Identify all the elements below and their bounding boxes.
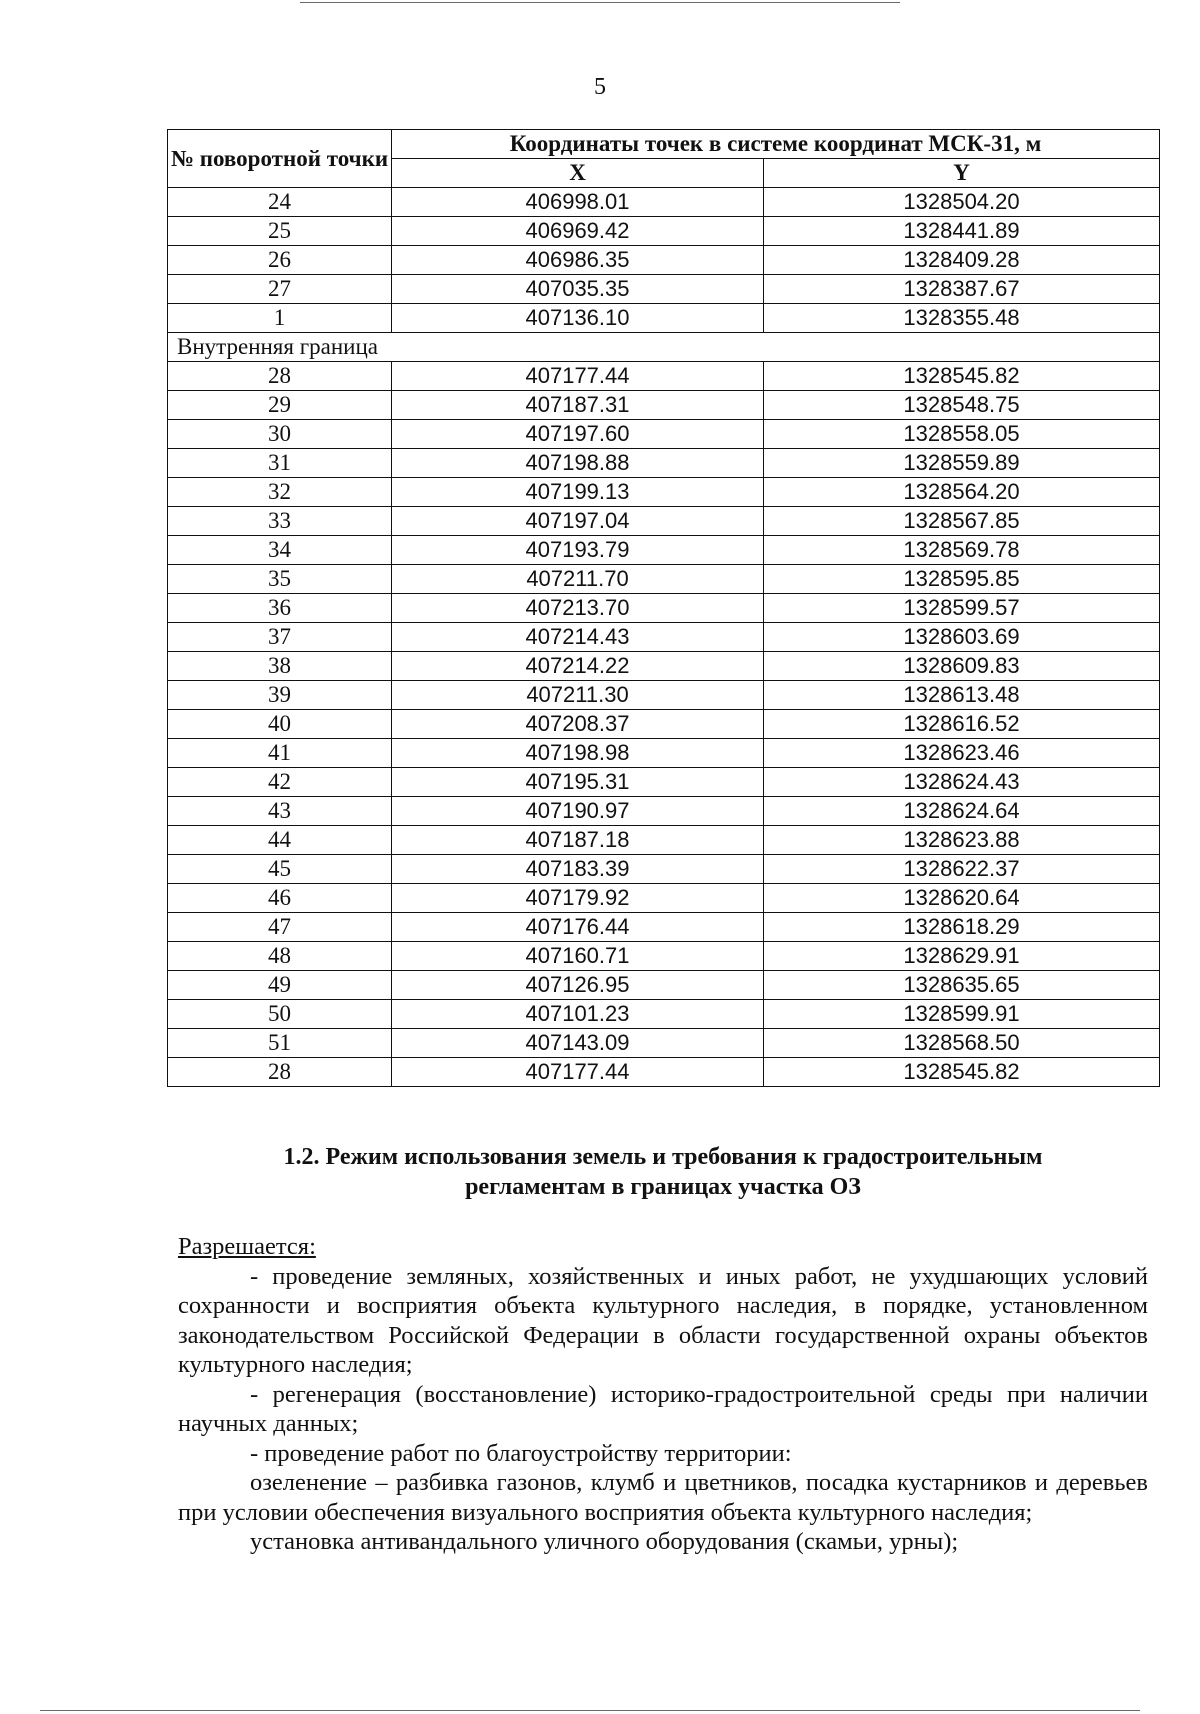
y-coordinate-cell: 1328624.64	[764, 797, 1160, 826]
x-coordinate-cell: 407195.31	[392, 768, 764, 797]
point-number-cell: 46	[168, 884, 392, 913]
x-coordinate-cell: 407190.97	[392, 797, 764, 826]
x-coordinate-cell: 407035.35	[392, 275, 764, 304]
table-row	[168, 304, 1160, 333]
point-number-cell: 29	[168, 391, 392, 420]
separator-row	[168, 333, 1160, 362]
point-number-cell: 48	[168, 942, 392, 971]
point-number-cell: 27	[168, 275, 392, 304]
table-row	[168, 594, 1160, 623]
x-coordinate-cell: 407183.39	[392, 855, 764, 884]
table-row	[168, 826, 1160, 855]
y-coordinate-cell: 1328568.50	[764, 1029, 1160, 1058]
x-coordinate-cell: 407126.95	[392, 971, 764, 1000]
outer-boundary-rows	[168, 188, 1160, 333]
x-coordinate-cell: 407187.31	[392, 391, 764, 420]
point-number-cell: 43	[168, 797, 392, 826]
y-column-header: Y	[764, 159, 1160, 188]
coords-group-header: Координаты точек в системе координат МСК-31, м	[392, 130, 1160, 159]
table-row	[168, 246, 1160, 275]
x-coordinate-cell: 407199.13	[392, 478, 764, 507]
table-row	[168, 942, 1160, 971]
point-number-cell: 41	[168, 739, 392, 768]
point-number-cell: 47	[168, 913, 392, 942]
y-coordinate-cell: 1328622.37	[764, 855, 1160, 884]
y-coordinate-cell: 1328613.48	[764, 681, 1160, 710]
x-coordinate-cell: 407179.92	[392, 884, 764, 913]
point-number-cell: 31	[168, 449, 392, 478]
y-coordinate-cell: 1328387.67	[764, 275, 1160, 304]
paragraph-earthworks: - проведение земляных, хозяйственных и иных работ, не ухудшающих условий сохранности и восприятия объекта культурного наследия, в порядке, установленном законодательством Российской Федерации в области государственной охраны объектов культурного наследия;	[178, 1262, 1148, 1378]
y-coordinate-cell: 1328599.57	[764, 594, 1160, 623]
point-number-cell: 34	[168, 536, 392, 565]
y-coordinate-cell: 1328629.91	[764, 942, 1160, 971]
point-number-cell: 44	[168, 826, 392, 855]
page-number: 5	[594, 74, 606, 100]
table-row	[168, 217, 1160, 246]
y-coordinate-cell: 1328559.89	[764, 449, 1160, 478]
paragraph-street-furniture: установка антивандального уличного оборудования (скамьи, урны);	[250, 1528, 959, 1555]
point-number-cell: 28	[168, 1058, 392, 1087]
x-coordinate-cell: 407211.70	[392, 565, 764, 594]
scan-edge-top	[300, 2, 900, 3]
paragraph-greening: озеленение – разбивка газонов, клумб и цветников, посадка кустарников и деревьев при условии обеспечения визуального восприятия объекта культурного наследия;	[178, 1469, 1148, 1526]
point-number-cell: 51	[168, 1029, 392, 1058]
x-coordinate-cell: 407187.18	[392, 826, 764, 855]
x-coordinate-cell: 407214.43	[392, 623, 764, 652]
table-row	[168, 536, 1160, 565]
y-coordinate-cell: 1328504.20	[764, 188, 1160, 217]
x-coordinate-cell: 407198.98	[392, 739, 764, 768]
table-row	[168, 797, 1160, 826]
table-row	[168, 1000, 1160, 1029]
table-row	[168, 710, 1160, 739]
table-row	[168, 884, 1160, 913]
y-coordinate-cell: 1328545.82	[764, 1058, 1160, 1087]
allowed-heading: Разрешается:	[178, 1233, 316, 1260]
table-row	[168, 420, 1160, 449]
y-coordinate-cell: 1328567.85	[764, 507, 1160, 536]
point-number-cell: 24	[168, 188, 392, 217]
x-coordinate-cell: 407136.10	[392, 304, 764, 333]
section-title	[167, 1142, 1159, 1202]
table-row	[168, 1029, 1160, 1058]
table-row	[168, 478, 1160, 507]
table-row	[168, 855, 1160, 884]
table-row	[168, 362, 1160, 391]
point-number-header: № поворотной точки	[168, 130, 392, 188]
point-number-cell: 33	[168, 507, 392, 536]
y-coordinate-cell: 1328595.85	[764, 565, 1160, 594]
table-row	[168, 623, 1160, 652]
table-header-row	[168, 130, 1160, 159]
paragraph-landscaping: - проведение работ по благоустройству территории:	[250, 1439, 792, 1467]
table-row	[168, 768, 1160, 797]
point-number-cell: 36	[168, 594, 392, 623]
y-coordinate-cell: 1328616.52	[764, 710, 1160, 739]
point-number-cell: 50	[168, 1000, 392, 1029]
table-row	[168, 652, 1160, 681]
section-title-line-1: 1.2. Режим использования земель и требования к градостроительным	[283, 1144, 1043, 1170]
point-number-cell: 1	[168, 304, 392, 333]
y-coordinate-cell: 1328409.28	[764, 246, 1160, 275]
y-coordinate-cell: 1328620.64	[764, 884, 1160, 913]
inner-boundary-label: Внутренняя граница	[168, 333, 1160, 362]
y-coordinate-cell: 1328355.48	[764, 304, 1160, 333]
point-number-cell: 28	[168, 362, 392, 391]
x-coordinate-cell: 407193.79	[392, 536, 764, 565]
x-coordinate-cell: 407198.88	[392, 449, 764, 478]
table-row	[168, 1058, 1160, 1087]
y-coordinate-cell: 1328599.91	[764, 1000, 1160, 1029]
x-coordinate-cell: 407101.23	[392, 1000, 764, 1029]
table-row	[168, 449, 1160, 478]
point-number-cell: 49	[168, 971, 392, 1000]
point-number-cell: 30	[168, 420, 392, 449]
y-coordinate-cell: 1328623.88	[764, 826, 1160, 855]
y-coordinate-cell: 1328603.69	[764, 623, 1160, 652]
point-number-cell: 25	[168, 217, 392, 246]
point-number-cell: 26	[168, 246, 392, 275]
section-title-line-2: регламентам в границах участка ОЗ	[465, 1174, 861, 1200]
point-number-cell: 45	[168, 855, 392, 884]
table-row	[168, 275, 1160, 304]
x-coordinate-cell: 407211.30	[392, 681, 764, 710]
section-body	[178, 1232, 1148, 1557]
y-coordinate-cell: 1328545.82	[764, 362, 1160, 391]
table-row	[168, 913, 1160, 942]
point-number-cell: 35	[168, 565, 392, 594]
x-coordinate-cell: 407197.04	[392, 507, 764, 536]
point-number-cell: 37	[168, 623, 392, 652]
point-number-cell: 40	[168, 710, 392, 739]
x-coordinate-cell: 407177.44	[392, 1058, 764, 1087]
x-coordinate-cell: 406998.01	[392, 188, 764, 217]
table-row	[168, 507, 1160, 536]
x-coordinate-cell: 406969.42	[392, 217, 764, 246]
x-coordinate-cell: 407213.70	[392, 594, 764, 623]
y-coordinate-cell: 1328624.43	[764, 768, 1160, 797]
inner-boundary-rows	[168, 362, 1160, 1087]
x-coordinate-cell: 407214.22	[392, 652, 764, 681]
table-row	[168, 739, 1160, 768]
y-coordinate-cell: 1328623.46	[764, 739, 1160, 768]
point-number-cell: 38	[168, 652, 392, 681]
table-row	[168, 681, 1160, 710]
x-column-header: X	[392, 159, 764, 188]
table-row	[168, 188, 1160, 217]
point-number-cell: 32	[168, 478, 392, 507]
y-coordinate-cell: 1328564.20	[764, 478, 1160, 507]
y-coordinate-cell: 1328548.75	[764, 391, 1160, 420]
table-row	[168, 971, 1160, 1000]
y-coordinate-cell: 1328558.05	[764, 420, 1160, 449]
table-row	[168, 391, 1160, 420]
paragraph-regeneration: - регенерация (восстановление) историко-градостроительной среды при наличии научных данных;	[178, 1380, 1148, 1437]
inner-boundary-separator	[168, 333, 1160, 362]
y-coordinate-cell: 1328609.83	[764, 652, 1160, 681]
x-coordinate-cell: 407176.44	[392, 913, 764, 942]
x-coordinate-cell: 407208.37	[392, 710, 764, 739]
y-coordinate-cell: 1328441.89	[764, 217, 1160, 246]
table-row	[168, 565, 1160, 594]
x-coordinate-cell: 407143.09	[392, 1029, 764, 1058]
x-coordinate-cell: 407160.71	[392, 942, 764, 971]
scan-edge-bottom	[40, 1710, 1140, 1711]
point-number-cell: 39	[168, 681, 392, 710]
x-coordinate-cell: 407197.60	[392, 420, 764, 449]
point-number-cell: 42	[168, 768, 392, 797]
x-coordinate-cell: 406986.35	[392, 246, 764, 275]
y-coordinate-cell: 1328569.78	[764, 536, 1160, 565]
x-coordinate-cell: 407177.44	[392, 362, 764, 391]
coordinates-table	[167, 129, 1160, 1087]
y-coordinate-cell: 1328635.65	[764, 971, 1160, 1000]
y-coordinate-cell: 1328618.29	[764, 913, 1160, 942]
